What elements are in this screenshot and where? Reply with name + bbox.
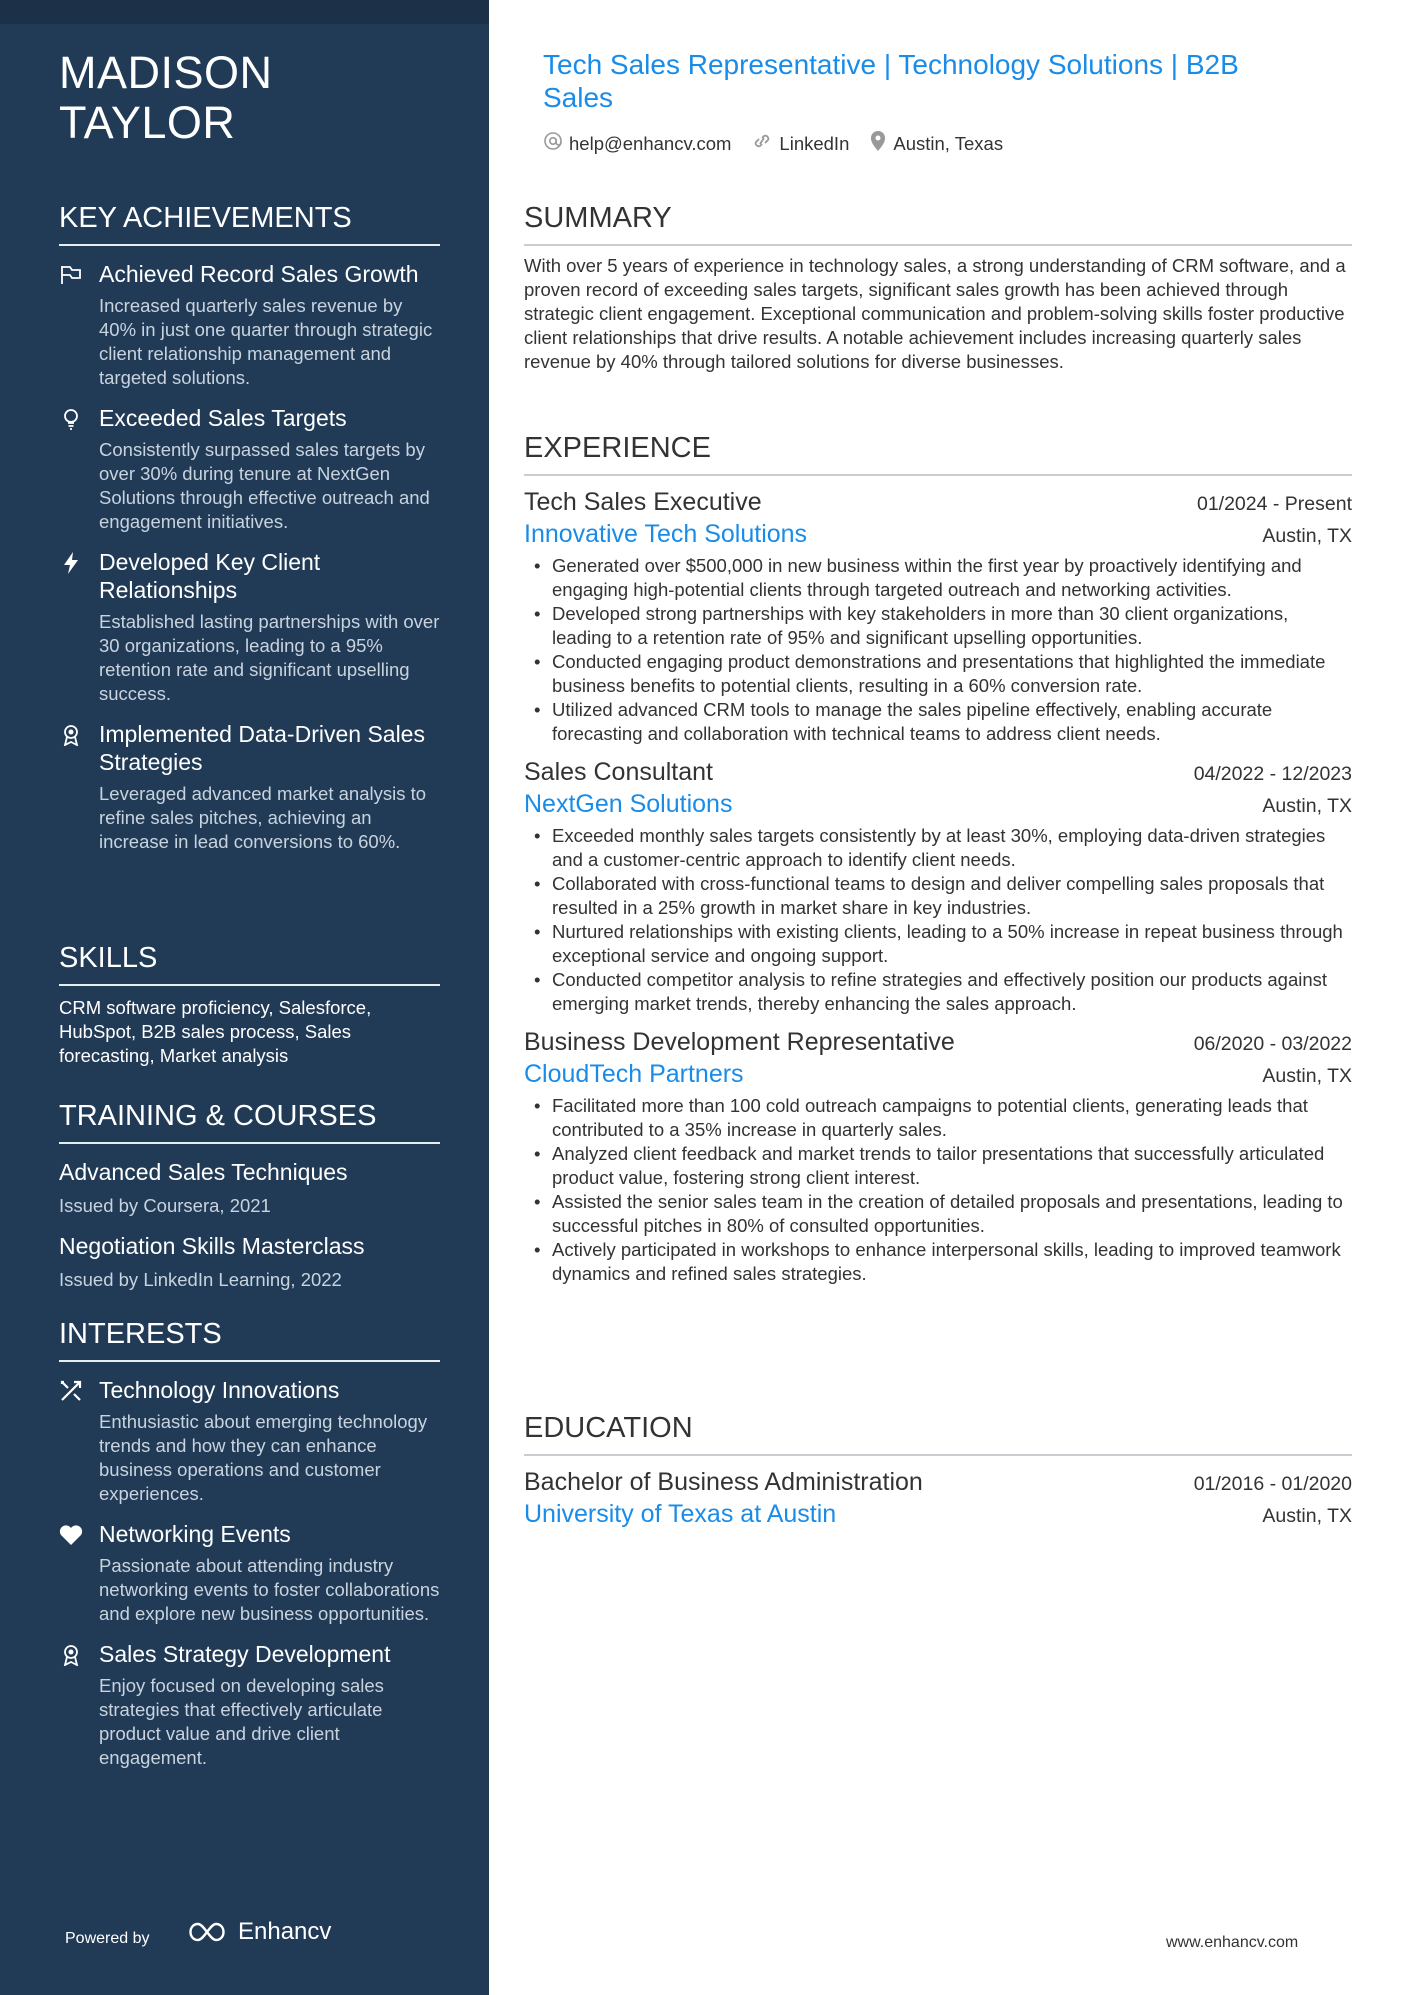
achievement-desc: Consistently surpassed sales targets by over 30% during tenure at NextGen Solutions through effective outreach and engagement initiatives. — [99, 439, 430, 532]
job-location: Austin, TX — [1262, 1065, 1352, 1087]
job-bullet: • Conducted engaging product demonstrations and presentations that highlighted the immediate business benefits to potential clients, resulting in a 60% conversion rate. — [552, 650, 1352, 698]
at-icon — [543, 131, 563, 156]
tools-icon — [59, 1379, 83, 1403]
summary-title: SUMMARY — [524, 200, 1352, 246]
achievement-title: Developed Key Client Relationships — [99, 549, 321, 603]
interest-title: Networking Events — [99, 1521, 291, 1547]
sidebar — [0, 0, 489, 1995]
contact-linkedin[interactable] — [751, 130, 849, 157]
job-entry — [524, 486, 1352, 746]
course-title: Advanced Sales Techniques — [59, 1159, 348, 1185]
job-location: Austin, TX — [1262, 795, 1352, 817]
key-achievements-section — [59, 200, 440, 854]
job-entry — [524, 1026, 1352, 1286]
skills-section — [59, 940, 440, 1068]
enhancv-logo[interactable] — [184, 1918, 331, 1946]
interest-item — [59, 1640, 440, 1770]
achievement-title: Implemented Data-Driven Sales Strategies — [99, 721, 425, 775]
flag-icon — [59, 263, 83, 287]
interest-item — [59, 1520, 440, 1626]
job-entry — [524, 756, 1352, 1016]
achievement-item — [59, 260, 440, 390]
education-dates: 01/2016 - 01/2020 — [1193, 1473, 1352, 1495]
contact-bar — [543, 130, 1003, 157]
course-item — [59, 1158, 440, 1218]
course-meta: Issued by Coursera, 2021 — [59, 1195, 271, 1216]
summary-text: With over 5 years of experience in technology sales, a strong understanding of CRM software, and a proven record of exceeding sales targets, significant sales growth has been achieved through strategic client engagement. Exceptional communication and problem-solving skills foster productive client relationships that drive results. A notable achievement includes increasing quarterly sales revenue by 40% through tailored solutions for diverse businesses. — [524, 255, 1346, 372]
education-section — [524, 1410, 1352, 1530]
job-bullet: • Utilized advanced CRM tools to manage the sales pipeline effectively, enabling accurate forecasting and collaboration with technical teams to address client needs. — [552, 698, 1352, 746]
job-bullet: • Nurtured relationships with existing clients, leading to a 50% increase in repeat business through exceptional service and ongoing support. — [552, 920, 1352, 968]
training-title: TRAINING & COURSES — [59, 1098, 440, 1144]
interest-title: Technology Innovations — [99, 1377, 340, 1403]
job-dates: 06/2020 - 03/2022 — [1193, 1033, 1352, 1055]
lightbulb-icon — [59, 407, 83, 431]
achievement-title: Exceeded Sales Targets — [99, 405, 347, 431]
enhancv-logo-icon — [184, 1920, 230, 1944]
achievement-item — [59, 548, 440, 706]
achievement-desc: Leveraged advanced market analysis to refine sales pitches, achieving an increase in lead conversions to 60%. — [99, 783, 427, 852]
heart-icon — [59, 1523, 83, 1547]
education-entry — [524, 1466, 1352, 1530]
interests-title: INTERESTS — [59, 1316, 440, 1362]
contact-location — [869, 130, 1003, 157]
job-location: Austin, TX — [1262, 525, 1352, 547]
job-bullets — [524, 1094, 1352, 1286]
job-bullet: • Actively participated in workshops to enhance interpersonal skills, leading to improved teamwork dynamics and refined sales strategies. — [552, 1238, 1352, 1286]
job-bullet: • Collaborated with cross-functional teams to design and deliver compelling sales proposals that resulted in a 25% growth in market share in key industries. — [552, 872, 1352, 920]
interest-desc: Enthusiastic about emerging technology trends and how they can enhance business operations and customer experiences. — [99, 1411, 428, 1504]
education-school: University of Texas at Austin — [524, 1500, 837, 1528]
course-meta: Issued by LinkedIn Learning, 2022 — [59, 1269, 342, 1290]
job-bullet: • Developed strong partnerships with key stakeholders in more than 30 client organizations, leading to a retention rate of 95% and significant upselling opportunities. — [552, 602, 1352, 650]
location-pin-icon — [869, 130, 887, 157]
contact-email[interactable] — [543, 130, 731, 157]
summary-section — [524, 200, 1352, 374]
job-bullet: • Facilitated more than 100 cold outreach campaigns to potential clients, generating leads that contributed to a 35% increase in quarterly sales. — [552, 1094, 1352, 1142]
experience-section — [524, 430, 1352, 1286]
job-company: CloudTech Partners — [524, 1060, 744, 1088]
job-company: NextGen Solutions — [524, 790, 733, 818]
skills-list: CRM software proficiency, Salesforce, HubSpot, B2B sales process, Sales forecasting, Market analysis — [59, 997, 372, 1066]
footer-url[interactable]: www.enhancv.com — [1166, 1934, 1299, 1951]
contact-location-text: Austin, Texas — [893, 132, 1004, 154]
interests-section — [59, 1316, 440, 1770]
achievement-desc: Established lasting partnerships with over 30 organizations, leading to a 95% retention rate and significant upselling success. — [99, 611, 440, 704]
education-degree: Bachelor of Business Administration — [524, 1468, 923, 1496]
education-location: Austin, TX — [1262, 1505, 1352, 1527]
job-bullet: • Assisted the senior sales team in the creation of detailed proposals and presentations, leading to successful pitches in 80% of consulted opportunities. — [552, 1190, 1352, 1238]
award-icon — [59, 723, 83, 747]
sidebar-top-strip — [0, 0, 489, 24]
job-bullet: • Conducted competitor analysis to refine strategies and effectively position our products against emerging market trends, thereby enhancing the sales approach. — [552, 968, 1352, 1016]
link-icon — [751, 131, 773, 156]
job-bullets — [524, 824, 1352, 1016]
achievement-item — [59, 720, 440, 854]
award-icon — [59, 1643, 83, 1667]
experience-title: EXPERIENCE — [524, 430, 1352, 476]
course-item — [59, 1232, 440, 1292]
powered-by-label: Powered by — [65, 1930, 150, 1947]
lightning-icon — [59, 551, 83, 575]
job-company: Innovative Tech Solutions — [524, 520, 808, 548]
achievement-title: Achieved Record Sales Growth — [99, 261, 419, 287]
education-title: EDUCATION — [524, 1410, 1352, 1456]
contact-linkedin-text: LinkedIn — [779, 132, 850, 154]
job-bullet: • Generated over $500,000 in new business within the first year by proactively identifying and engaging high-potential clients through targeted outreach and networking activities. — [552, 554, 1352, 602]
job-bullets — [524, 554, 1352, 746]
enhancv-logo-text: Enhancv — [238, 1918, 332, 1945]
interest-title: Sales Strategy Development — [99, 1641, 391, 1667]
achievement-item — [59, 404, 440, 534]
job-dates: 01/2024 - Present — [1196, 493, 1352, 515]
headline: Tech Sales Representative | Technology Solutions | B2B Sales — [543, 49, 1239, 113]
skills-title: SKILLS — [59, 940, 440, 986]
candidate-name: MADISON TAYLOR — [59, 47, 273, 148]
interest-desc: Enjoy focused on developing sales strategies that effectively articulate product value and drive client engagement. — [99, 1675, 384, 1768]
key-achievements-title: KEY ACHIEVEMENTS — [59, 200, 440, 246]
achievement-desc: Increased quarterly sales revenue by 40% in just one quarter through strategic client relationship management and targeted solutions. — [99, 295, 433, 388]
job-bullet: • Analyzed client feedback and market trends to tailor presentations that successfully articulated product value, fostering strong client interest. — [552, 1142, 1352, 1190]
interest-desc: Passionate about attending industry networking events to foster collaborations and explore new business opportunities. — [99, 1555, 440, 1624]
course-title: Negotiation Skills Masterclass — [59, 1233, 365, 1259]
job-bullet: • Exceeded monthly sales targets consistently by at least 30%, employing data-driven strategies and a customer-centric approach to identify client needs. — [552, 824, 1352, 872]
interest-item — [59, 1376, 440, 1506]
contact-email-text: help@enhancv.com — [569, 132, 732, 154]
training-section — [59, 1098, 440, 1292]
job-dates: 04/2022 - 12/2023 — [1193, 763, 1352, 785]
job-role: Business Development Representative — [524, 1028, 955, 1056]
job-role: Sales Consultant — [524, 758, 714, 786]
job-role: Tech Sales Executive — [524, 488, 762, 516]
